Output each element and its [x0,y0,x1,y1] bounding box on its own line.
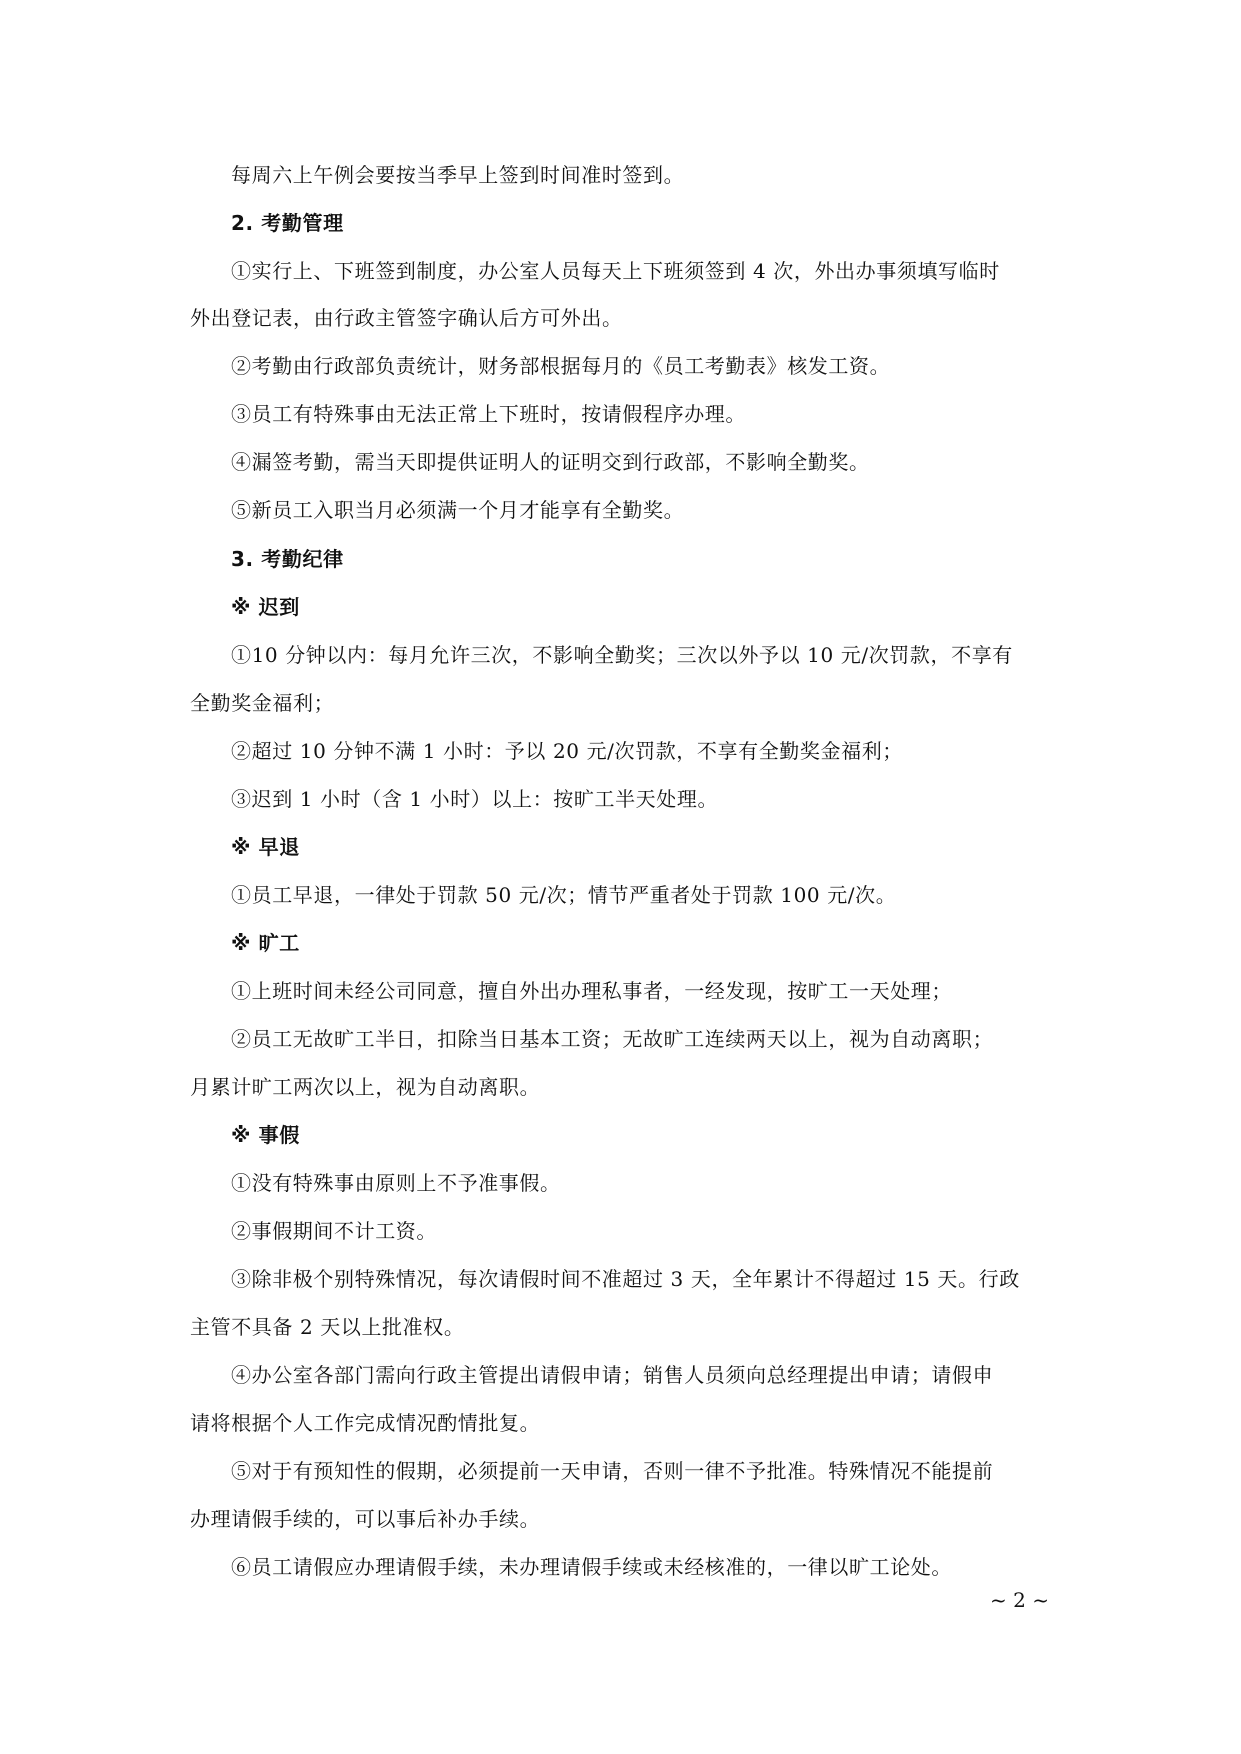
paragraph-line: ③除非极个别特殊情况，每次请假时间不准超过 3 天，全年累计不得超过 15 天。行政 [231,1267,1020,1291]
paragraph-line: 请将根据个人工作完成情况酌情批复。 [190,1411,541,1435]
subsection-heading: ※ 迟到 [231,595,300,619]
subsection-heading: ※ 早退 [231,835,300,859]
paragraph-line: 主管不具备 2 天以上批准权。 [190,1315,465,1339]
paragraph-line: ②员工无故旷工半日，扣除当日基本工资；无故旷工连续两天以上，视为自动离职； [231,1027,994,1051]
paragraph-line: ①没有特殊事由原则上不予准事假。 [231,1171,561,1195]
page-number: ~ 2 ~ [990,1588,1049,1612]
paragraph-line: ⑤新员工入职当月必须满一个月才能享有全勤奖。 [231,498,685,522]
paragraph-line: 全勤奖金福利； [190,691,335,715]
paragraph-line: ④办公室各部门需向行政主管提出请假申请；销售人员须向总经理提出申请；请假申 [231,1363,994,1387]
paragraph-line: ①上班时间未经公司同意，擅自外出办理私事者，一经发现，按旷工一天处理； [231,979,952,1003]
paragraph-line: ③员工有特殊事由无法正常上下班时，按请假程序办理。 [231,402,746,426]
paragraph-line: ⑤对于有预知性的假期，必须提前一天申请，否则一律不予批准。特殊情况不能提前 [231,1459,994,1483]
paragraph-line: ①10 分钟以内：每月允许三次，不影响全勤奖；三次以外予以 10 元/次罚款，不享有 [231,643,1013,667]
paragraph-line: 外出登记表，由行政主管签字确认后方可外出。 [190,306,623,330]
section-heading: 2. 考勤管理 [231,211,344,235]
paragraph-line: 每周六上午例会要按当季早上签到时间准时签到。 [231,163,685,187]
paragraph-line: ②考勤由行政部负责统计，财务部根据每月的《员工考勤表》核发工资。 [231,354,891,378]
paragraph-line: ①员工早退，一律处于罚款 50 元/次；情节严重者处于罚款 100 元/次。 [231,883,897,907]
paragraph-line: 月累计旷工两次以上，视为自动离职。 [190,1075,541,1099]
paragraph-line: ②超过 10 分钟不满 1 小时：予以 20 元/次罚款，不享有全勤奖金福利； [231,739,903,763]
paragraph-line: ②事假期间不计工资。 [231,1219,437,1243]
paragraph-line: ⑥员工请假应办理请假手续，未办理请假手续或未经核准的，一律以旷工论处。 [231,1555,952,1579]
paragraph-line: ④漏签考勤，需当天即提供证明人的证明交到行政部，不影响全勤奖。 [231,450,870,474]
section-heading: 3. 考勤纪律 [231,547,344,571]
subsection-heading: ※ 旷工 [231,931,300,955]
paragraph-line: 办理请假手续的，可以事后补办手续。 [190,1507,541,1531]
subsection-heading: ※ 事假 [231,1123,300,1147]
paragraph-line: ①实行上、下班签到制度，办公室人员每天上下班须签到 4 次，外出办事须填写临时 [231,259,1000,283]
paragraph-line: ③迟到 1 小时（含 1 小时）以上：按旷工半天处理。 [231,787,719,811]
